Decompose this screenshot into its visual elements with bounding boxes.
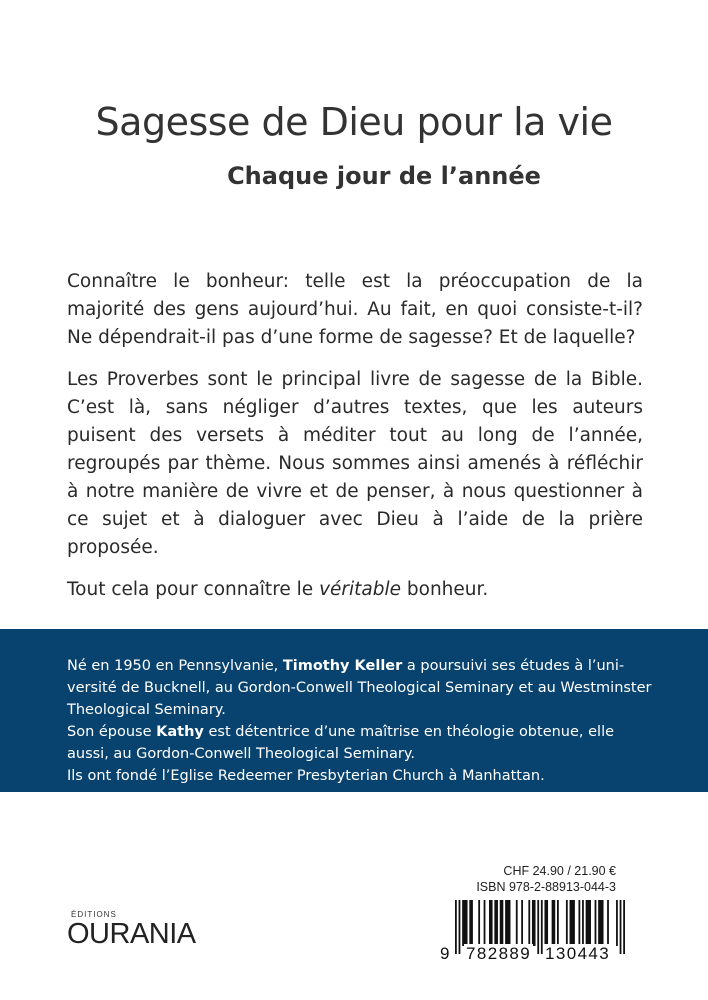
barcode-bar: [516, 900, 518, 946]
bio-line-3: Ils ont fondé l’Eglise Redeemer Presbyterian Church à Manhattan.: [67, 768, 545, 784]
back-cover-description: [67, 268, 643, 618]
barcode-bar: [607, 900, 609, 946]
barcode-bar: [544, 900, 548, 946]
barcode-bar: [489, 900, 493, 946]
barcode-group-2: 130443: [545, 944, 611, 963]
barcode-bar: [484, 900, 486, 946]
barcode-bar: [494, 900, 498, 946]
barcode-group-1: 782889: [466, 944, 532, 963]
author-bio-band: [0, 629, 708, 792]
p3-text-after: bonheur.: [401, 579, 489, 600]
description-paragraph-1: Connaître le bonheur: telle est la préoccupation de la majorité des gens aujourd’hui. Au fait, en quoi consiste-t-il? Ne dépendrait-il pas d’une forme de sagesse? Et de laquelle?: [67, 271, 643, 348]
bio-line-2: [67, 721, 657, 765]
barcode-bar: [462, 900, 467, 946]
p3-text-before: Tout cela pour connaître le: [67, 579, 320, 600]
barcode-bar: [500, 900, 504, 946]
book-subtitle: Chaque jour de l’année: [227, 162, 541, 190]
description-paragraph-3: [67, 576, 643, 604]
description-paragraph-2: Les Proverbes sont le principal livre de sagesse de la Bible. C’est là, sans négliger d’autres textes, que les auteurs puisent des versets à méditer tout au long de l’année, regroupés par thème. Nous sommes ainsi amenés à réfléchir à notre manière de vivre et de penser, à nous questionner à ce sujet et à dialoguer avec Dieu à l’aide de la prière proposée.: [67, 369, 643, 558]
barcode-bar: [566, 900, 568, 946]
barcode-bar: [616, 900, 618, 946]
barcode-bar: [469, 900, 473, 946]
barcode-bar: [595, 900, 597, 946]
barcode-bar: [505, 900, 510, 946]
barcode-bar: [582, 900, 584, 946]
barcode-bar: [532, 900, 536, 946]
barcode-digits: [440, 944, 630, 964]
book-title: Sagesse de Dieu pour la vie: [95, 100, 613, 144]
publisher-logo: [67, 910, 237, 950]
bio-line-1-after: a poursuivi ses études à l’université de Bucknell, au Gordon-Conwell Theological Seminary et au Westminster Theological Seminary.: [67, 658, 652, 718]
author-bio: [67, 655, 657, 787]
price-isbn-block: [440, 863, 616, 895]
spouse-name: Kathy: [156, 724, 204, 740]
barcode-bar: [478, 900, 480, 946]
bio-line-2-after: est détentrice d’une maîtrise en théologie obtenue, elle aussi, au Gordon-Conwell Theological Seminary.: [67, 724, 615, 762]
barcode-bar: [598, 900, 603, 946]
barcode-bar: [570, 900, 575, 946]
publisher-logo-name: OURANIA: [67, 918, 196, 950]
barcode-bar: [586, 900, 591, 946]
bio-line-1-before: Né en 1950 en Pennsylvanie,: [67, 658, 283, 674]
isbn-text: ISBN 978-2-88913-044-3: [476, 880, 616, 894]
bio-line-1: [67, 655, 657, 721]
barcode-lead-digit: 9: [440, 944, 450, 963]
barcode-bar: [578, 900, 580, 946]
price-text: CHF 24.90 / 21.90 €: [503, 864, 616, 878]
barcode-bar: [557, 900, 559, 946]
barcode-bar: [521, 900, 523, 946]
bio-line-2-before: Son épouse: [67, 724, 157, 740]
barcode-bar: [552, 900, 556, 946]
author-name: Timothy Keller: [282, 658, 403, 674]
p3-emphasis: véritable: [319, 579, 401, 600]
publisher-logo-small: ÉDITIONS: [71, 910, 117, 919]
barcode-bar: [528, 900, 530, 946]
